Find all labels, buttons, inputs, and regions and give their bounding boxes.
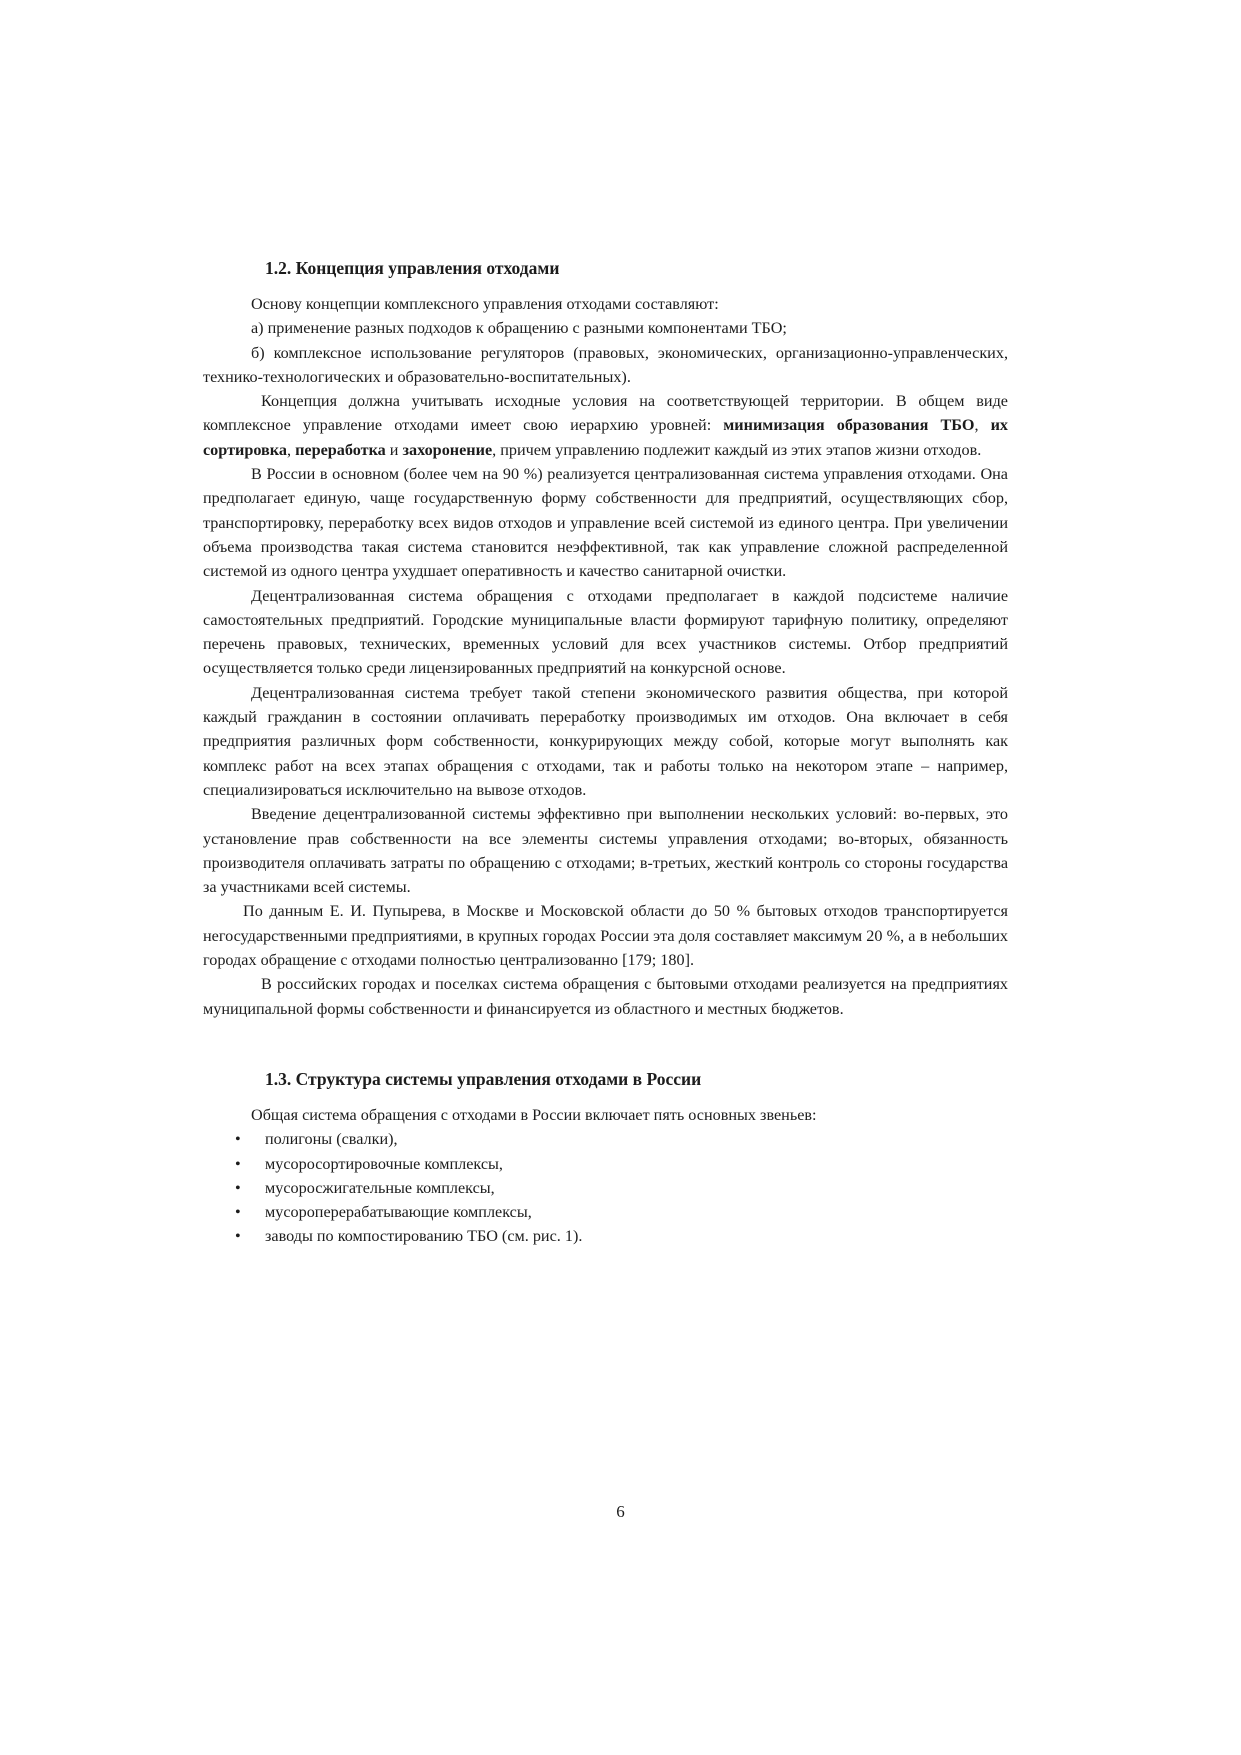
- text-run: ,: [286, 440, 296, 459]
- text-run: , причем управлению подлежит каждый из этих этапов жизни отходов.: [492, 440, 982, 459]
- paragraph: В России в основном (более чем на 90 %) реализуется централизованная система управления отходами. Она предполагает единую, чаще государственную форму собственности для предприятий, осуществляющих сбор, транспортировку, переработку всех видов отходов и управление всей системой из единого центра. При увеличении объема производства такая система становится неэффективной, так как управление сложной распределенной системой из одного центра ухудшает оперативность и качество санитарной очистки.: [203, 465, 1008, 581]
- list-item-text: заводы по компостированию ТБО (см. рис. 1).: [265, 1227, 583, 1246]
- list-item-text: мусороперерабатывающие комплексы,: [265, 1203, 532, 1222]
- paragraph-hierarchy: [203, 389, 1008, 462]
- paragraph: По данным Е. И. Пупырева, в Москве и Московской области до 50 % бытовых отходов транспортируется негосударственными предприятиями, в крупных городах России эта доля составляет максимум 20 %, а в небольших городах обращение с отходами полностью централизованно [179; 180].: [203, 902, 1008, 970]
- paragraph: В российских городах и поселках система обращения с бытовыми отходами реализуется на предприятиях муниципальной формы собственности и финансируется из областного и местных бюджетов.: [203, 975, 1008, 1018]
- paragraph: Общая система обращения с отходами в России включает пять основных звеньев:: [251, 1105, 817, 1124]
- text-run: и: [385, 440, 403, 459]
- bullet-icon: •: [235, 1203, 241, 1222]
- section-heading-1-3: 1.3. Структура системы управления отходами в России: [265, 1068, 702, 1089]
- bold-term: переработка: [295, 440, 386, 459]
- list-item: [203, 1127, 1008, 1151]
- paragraph: Основу концепции комплексного управления отходами составляют:: [251, 295, 719, 313]
- bullet-icon: •: [235, 1154, 241, 1173]
- paragraph: б) комплексное использование регуляторов (правовых, экономических, организационно-управленческих, технико-технологических и образовательно-воспитательных).: [203, 343, 1008, 386]
- list-item: [203, 1152, 1008, 1176]
- list-item: [203, 1224, 1008, 1248]
- text-run: ,: [974, 416, 991, 435]
- paragraph: Децентрализованная система требует такой степени экономического развития общества, при которой каждый гражданин в состоянии оплачивать переработку производимых им отходов. Она включает в себя предприятия различных форм собственности, конкурирующих между собой, которые могут выполнять как комплекс работ на всех этапах обращения с отходами, так и работы только на некотором этапе – например, специализироваться исключительно на вывозе отходов.: [203, 683, 1008, 799]
- text-run: Концепция должна учитывать исходные условия на соответствующей территории. В общем виде комплексное управление отходами имеет свою иерархию уровней:: [203, 392, 1008, 435]
- list-item-text: мусоросортировочные комплексы,: [265, 1154, 503, 1173]
- bold-term: минимизация образования ТБО: [723, 416, 975, 435]
- bullet-icon: •: [235, 1227, 241, 1246]
- page-body: [203, 256, 1008, 1249]
- list-item: [203, 1176, 1008, 1200]
- bold-term: захоронение: [402, 440, 493, 459]
- section-heading-1-2: 1.2. Концепция управления отходами: [265, 258, 560, 278]
- paragraph: Децентрализованная система обращения с отходами предполагает в каждой подсистеме наличие самостоятельных предприятий. Городские муниципальные власти формируют тарифную политику, определяют перечень правовых, технических, временных условий для всех участников системы. Отбор предприятий осуществляется только среди лицензированных предприятий на конкурсной основе.: [203, 586, 1008, 678]
- bold-term: их сортировка: [203, 416, 1008, 459]
- list-item: [203, 1200, 1008, 1224]
- paragraph: Введение децентрализованной системы эффективно при выполнении нескольких условий: во-первых, это установление прав собственности на все элементы системы управления отходами; во-вторых, обязанность производителя оплачивать затраты по обращению с отходами; в-третьих, жесткий контроль со стороны государства за участниками всей системы.: [203, 805, 1008, 897]
- bullet-list: [203, 1127, 1008, 1248]
- paragraph: а) применение разных подходов к обращению с разными компонентами ТБО;: [251, 319, 787, 338]
- bullet-icon: •: [235, 1130, 241, 1149]
- list-item-text: полигоны (свалки),: [265, 1130, 398, 1149]
- bullet-icon: •: [235, 1178, 241, 1197]
- list-item-text: мусоросжигательные комплексы,: [265, 1178, 495, 1197]
- section-spacer: [203, 1021, 1008, 1067]
- page-number: 6: [616, 1502, 625, 1521]
